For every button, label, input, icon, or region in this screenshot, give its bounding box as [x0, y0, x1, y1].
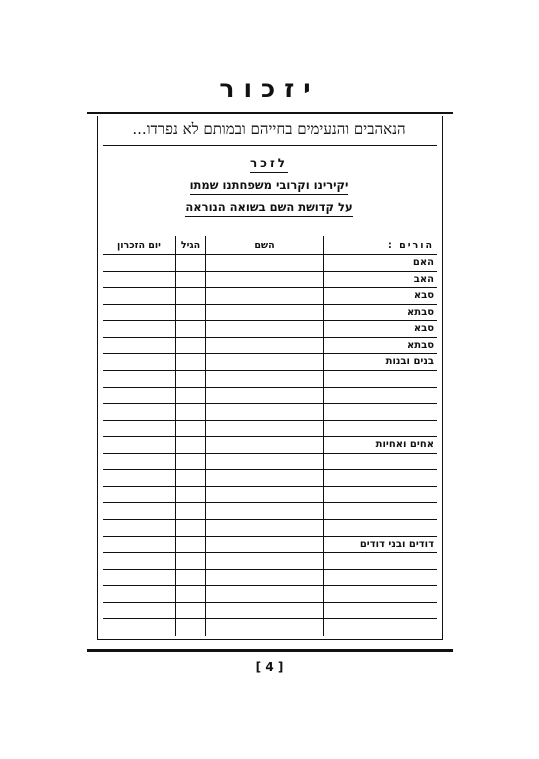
name-cell: [206, 388, 323, 405]
age-cell: [176, 421, 205, 438]
age-cell: [176, 305, 205, 322]
age-cell: [176, 404, 205, 421]
age-cell: [176, 570, 205, 587]
dedication-line-2-text: על קדושת השם בשואה הנוראה: [185, 200, 352, 217]
header-memorial-day: יום הזכרון: [103, 236, 175, 255]
memorial-day-cell: [103, 388, 175, 405]
memorial-day-cell: [103, 338, 175, 355]
age-cell: [176, 255, 205, 272]
column-age: [176, 236, 206, 636]
memorial-day-cell: [103, 553, 175, 570]
dedication-line-1: [97, 178, 441, 195]
name-cell: [206, 470, 323, 487]
age-cell: [176, 272, 205, 289]
relation-cell: [324, 619, 437, 636]
memorial-day-cell: [103, 421, 175, 438]
column-name: [206, 236, 324, 636]
name-cell: [206, 354, 323, 371]
relation-cell: [324, 603, 437, 620]
relation-cell: [324, 454, 437, 471]
age-cell: [176, 454, 205, 471]
relation-cell: סבא: [324, 321, 437, 338]
memorial-day-cell: [103, 321, 175, 338]
age-cell: [176, 437, 205, 454]
age-cell: [176, 537, 205, 554]
relation-cell: [324, 503, 437, 520]
name-cell: [206, 437, 323, 454]
name-cell: [206, 487, 323, 504]
name-cell: [206, 305, 323, 322]
age-cell: [176, 470, 205, 487]
age-cell: [176, 553, 205, 570]
age-cell: [176, 388, 205, 405]
age-cell: [176, 487, 205, 504]
relation-cell: אחים ואחיות: [324, 437, 437, 454]
relation-cell: [324, 371, 437, 388]
name-cell: [206, 321, 323, 338]
age-cell: [176, 503, 205, 520]
memorial-day-cell: [103, 371, 175, 388]
dedication-heading-text: לזכר: [250, 156, 288, 173]
memorial-day-cell: [103, 619, 175, 636]
name-cell: [206, 255, 323, 272]
name-cell: [206, 404, 323, 421]
name-cell: [206, 454, 323, 471]
name-cell: [206, 503, 323, 520]
dedication-line-1-text: יקירינו וקרובי משפחתנו שמתו: [190, 178, 349, 195]
memorial-day-cell: [103, 272, 175, 289]
intro-line: הנאהבים והנעימים בחייהם ובמותם לא נפרדו...: [132, 120, 406, 138]
age-cell: [176, 371, 205, 388]
memorial-day-cell: [103, 520, 175, 537]
relation-cell: סבתא: [324, 305, 437, 322]
age-cell: [176, 586, 205, 603]
name-cell: [206, 537, 323, 554]
memorial-day-cell: [103, 454, 175, 471]
memorial-day-cell: [103, 288, 175, 305]
relation-cell: האם: [324, 255, 437, 272]
relation-cell: [324, 520, 437, 537]
memorial-day-cell: [103, 404, 175, 421]
relation-cell: [324, 421, 437, 438]
name-cell: [206, 570, 323, 587]
relation-cell: [324, 470, 437, 487]
memorial-day-cell: [103, 470, 175, 487]
column-memorial-day: [103, 236, 176, 636]
age-cell: [176, 520, 205, 537]
age-cell: [176, 288, 205, 305]
page-number: [ 4 ]: [255, 660, 284, 674]
name-cell: [206, 586, 323, 603]
relation-cell: [324, 570, 437, 587]
memorial-day-cell: [103, 354, 175, 371]
relation-cell: דודים ובני דודים: [324, 537, 437, 554]
age-cell: [176, 321, 205, 338]
name-cell: [206, 603, 323, 620]
relation-cell: האב: [324, 272, 437, 289]
memorial-day-cell: [103, 305, 175, 322]
age-cell: [176, 619, 205, 636]
relation-cell: [324, 586, 437, 603]
name-cell: [206, 520, 323, 537]
memorial-day-cell: [103, 537, 175, 554]
name-cell: [206, 288, 323, 305]
name-cell: [206, 371, 323, 388]
name-cell: [206, 421, 323, 438]
header-relation: הורים :: [324, 236, 437, 255]
age-cell: [176, 603, 205, 620]
intro-divider: [103, 145, 437, 146]
age-cell: [176, 354, 205, 371]
relation-cell: [324, 553, 437, 570]
page-title: יזכור: [219, 74, 320, 103]
memorial-day-cell: [103, 586, 175, 603]
name-cell: [206, 553, 323, 570]
age-cell: [176, 338, 205, 355]
memorial-day-cell: [103, 255, 175, 272]
dedication-heading: [97, 156, 441, 173]
name-cell: [206, 619, 323, 636]
relation-cell: [324, 388, 437, 405]
memorial-day-cell: [103, 503, 175, 520]
name-cell: [206, 272, 323, 289]
memorial-day-cell: [103, 437, 175, 454]
memorial-day-cell: [103, 570, 175, 587]
relation-cell: [324, 404, 437, 421]
dedication-line-2: [97, 200, 441, 217]
relation-cell: בנים ובנות: [324, 354, 437, 371]
memorial-day-cell: [103, 487, 175, 504]
name-cell: [206, 338, 323, 355]
relation-cell: [324, 487, 437, 504]
memorial-day-cell: [103, 603, 175, 620]
header-age: הגיל: [176, 236, 205, 255]
relation-cell: סבא: [324, 288, 437, 305]
relation-cell: סבתא: [324, 338, 437, 355]
header-name: השם: [206, 236, 323, 255]
memorial-table: [103, 236, 437, 636]
column-relation: [324, 236, 437, 636]
